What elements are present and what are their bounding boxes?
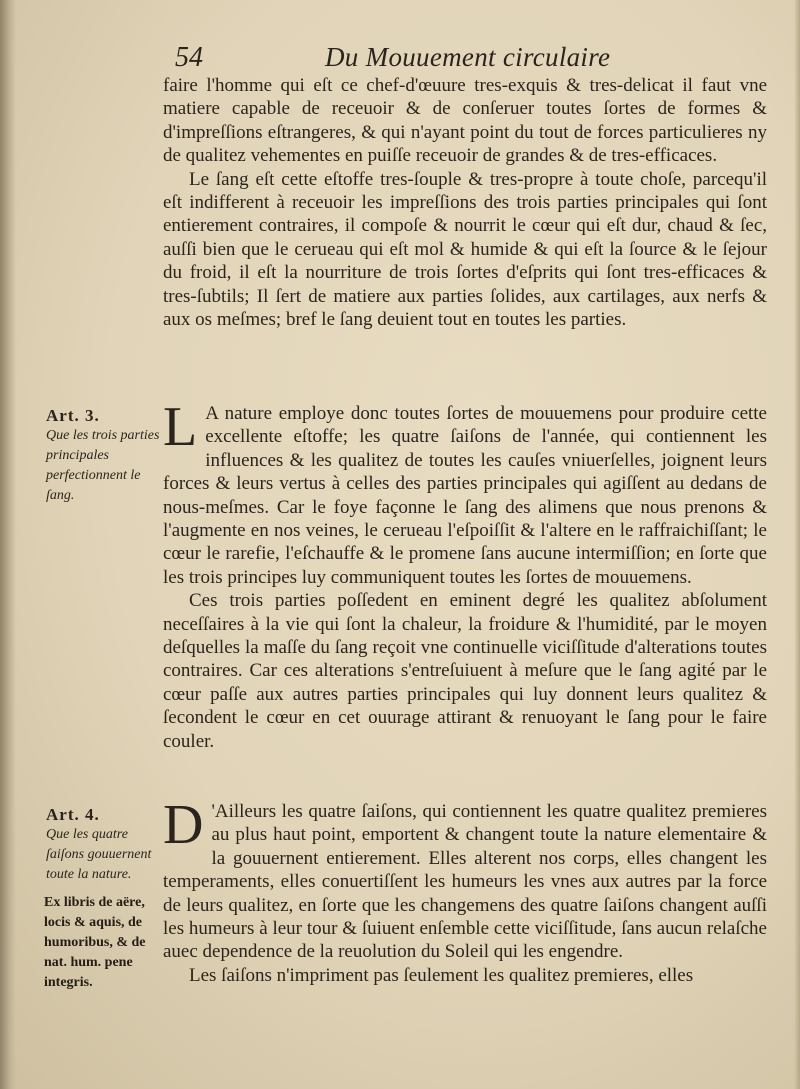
article-4-paragraph-1: 'Ailleurs les quatre ſaiſons, qui contiennent les quatre qualitez premieres au plus haut point, emportent & changent toute la nature elementaire & la gouuernent entierement. Elles alterent nos corps, elles changent les temperaments, elles conuertiſſent les humeurs les vnes aux autres par la force de leurs qualitez, en ſorte que les changemens des quatre ſaiſons changent auſſi les humeurs à leur tour & ſuiuent enſemble cette viciſſitude, ſans aucun relaſche auec dependence de la reuolution du Soleil qui les engendre. xyxy=(163,801,767,963)
article-4-note: Que les quatre ſaiſons gouuernent toute la nature. xyxy=(46,827,152,882)
page-binding-shadow xyxy=(0,0,16,1089)
running-title: Du Mouuement circulaire xyxy=(325,42,611,72)
article-3-sidenote xyxy=(46,406,164,506)
page-edge-shadow xyxy=(794,0,800,1089)
article-4-sidenote xyxy=(46,805,164,885)
article-4-label: Art. 4. xyxy=(46,805,100,824)
dropcap-D: D xyxy=(163,794,204,856)
article-3-label: Art. 3. xyxy=(46,406,100,425)
intro-text xyxy=(163,74,767,331)
article-3-note: Que les trois parties principales perfectionnent le ſang. xyxy=(46,428,160,503)
article-3-paragraph-2: Ces trois parties poſſedent en eminent degré les qualitez abſolument neceſſaires à la vie qui ſont la chaleur, la froidure & l'humidité, par le moyen deſquelles la maſſe du ſang reçoit vne continuelle viciſſitude d'alterations toutes contraires. Car ces alterations s'entreſuiuent à meſure que le ſang agité par le cœur paſſe aux autres parties principales qui luy donnent leurs qualitez & ſecondent le cœur en cet ouurage attirant & renuoyant le ſang pour le faire couler. xyxy=(163,590,767,752)
dropcap-L: L xyxy=(163,396,198,458)
article-3-paragraph-1: A nature employe donc toutes ſortes de mouuemens pour produire cette excellente eſtoffe; les quatre ſaiſons de l'année, qui contiennent les influences & les qualitez de toutes les cauſes vniuerſelles, joignent leurs forces & leurs vertus à celles des parties principales qui agiſſent au dedans de nous-meſmes. Car le foye façonne le ſang des alimens que nous prenons & l'augmente en nos veines, le cerueau l'eſpoiſſit & l'altere en le raffraichiſſant; le cœur le rarefie, l'eſchauffe & le promene ſans aucune intermiſſion; en ſorte que les trois principes luy communiquent toutes les ſortes de mouuemens. xyxy=(163,403,767,588)
article-4-section xyxy=(163,794,767,987)
article-3-section xyxy=(163,396,767,753)
handwritten-ex-libris: Ex libris de aëre, locis & aquis, de humoribus, & de nat. hum. pene integris. xyxy=(44,895,146,990)
intro-paragraph-1: faire l'homme qui eſt ce chef-d'œuure tres-exquis & tres-delicat il faut vne matiere capable de receuoir & de conſeruer toutes ſortes de formes & d'impreſſions eſtrangeres, & qui n'ayant point du tout de forces particulieres ny de qualitez vehementes en puiſſe receuoir de grandes & de tres-efficaces. xyxy=(163,75,767,167)
page-header xyxy=(175,42,775,76)
article-4-paragraph-2: Les ſaiſons n'impriment pas ſeulement les qualitez premieres, elles xyxy=(189,964,694,986)
intro-paragraph-2: Le ſang eſt cette eſtoffe tres-ſouple & tres-propre à toute choſe, parcequ'il eſt indifferent à receuoir les impreſſions des trois parties principales qui ſont entierement contraires, il compoſe & nourrit le cœur qui eſt dur, chaud & ſec, auſſi bien que le cerueau qui eſt mol & humide & qui eſt la ſource & le ſejour du froid, il eſt la nourriture de trois ſortes d'eſprits qui ſont tres-efficaces & tres-ſubtils; Il ſert de matiere aux parties ſolides, aux cartilages, aux nerfs & aux os meſmes; bref le ſang deuient tout en toutes les parties. xyxy=(163,168,767,331)
page-number: 54 xyxy=(175,42,203,73)
